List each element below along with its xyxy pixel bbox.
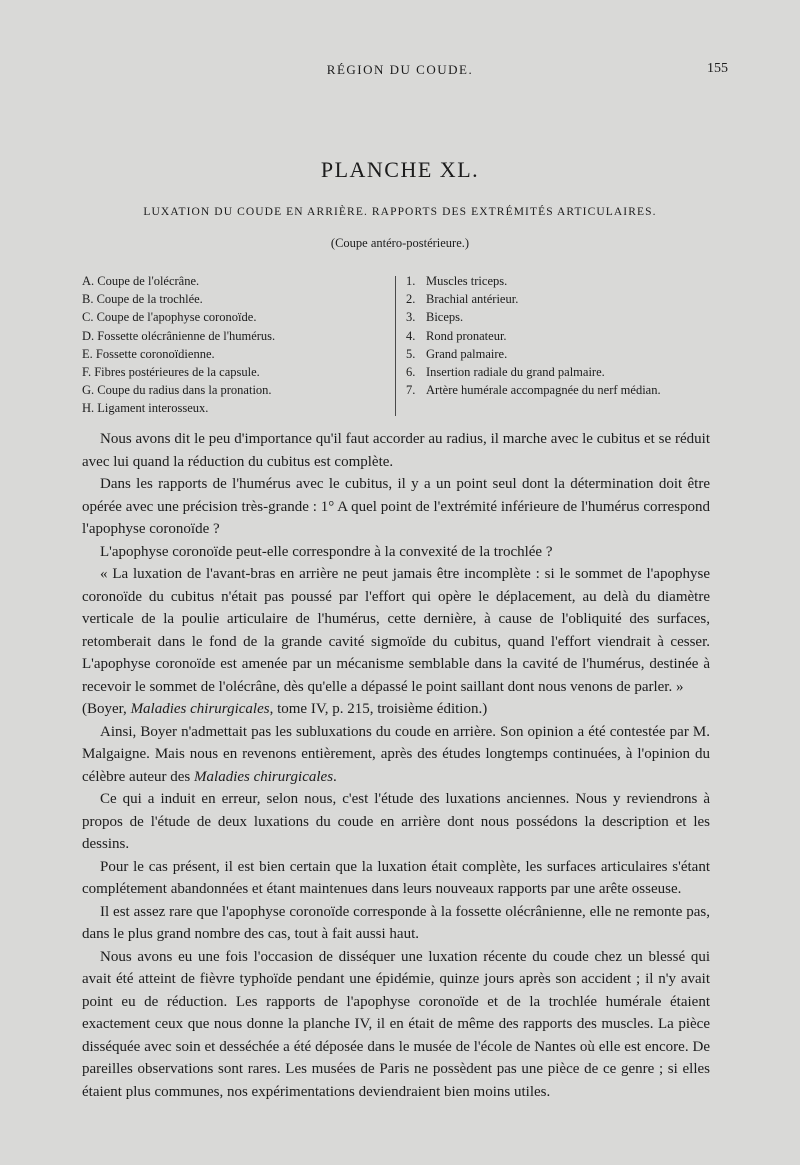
paragraph: Dans les rapports de l'humérus avec le cubitus, il y a un point seul dont la détermination doit être opérée avec une précision très-grande : 1° A quel point de l'extrémité inférieure de l'humérus correspond l'apophyse coronoïde ? <box>82 476 710 537</box>
legend-item: C. Coupe de l'apophyse coronoïde. <box>82 310 257 325</box>
paragraph: Ce qui a induit en erreur, selon nous, c'est l'étude des luxations anciennes. Nous y reviendrons à propos de l'étude de deux luxations du coude en arrière dont nous possédons la description et les dessins. <box>82 791 710 852</box>
legend-letters <box>82 272 382 418</box>
legend-item: 6. Insertion radiale du grand palmaire. <box>406 364 605 379</box>
paragraph: Nous avons dit le peu d'importance qu'il faut accorder au radius, il marche avec le cubitus et se réduit avec lui quand la réduction du cubitus est complète. <box>82 431 710 470</box>
running-title: RÉGION DU COUDE. <box>326 62 474 77</box>
legend-item: F. Fibres postérieures de la capsule. <box>82 364 260 379</box>
legend-item: 3. Biceps. <box>406 310 464 325</box>
legend-divider <box>395 276 396 416</box>
paragraph: L'apophyse coronoïde peut-elle correspondre à la convexité de la trochlée ? <box>100 543 553 560</box>
paragraph-reference: (Boyer, Maladies chirurgicales, tome IV, p. 215, troisième édition.) <box>82 701 488 717</box>
paragraph: Nous avons eu une fois l'occasion de disséquer une luxation récente du coude chez un blessé qui avait été atteint de fièvre typhoïde pendant une épidémie, quinze jours après son accident ; il n'y avait point eu de réduction. Les rapports de l'apophyse coronoïde et de la trochlée humérale étaient exactement ceux que nous donne la planche IV, il en était de même des rapports des muscles. La pièce disséquée avec soin et desséchée a été déposée dans le musée de l'école de Nantes où elle est encore. De pareilles observations sont rares. Les musées de Paris ne possèdent pas une pièce de ce genre ; si elles étaient plus communes, nos expérimentations deviendraient bien moins utiles. <box>82 948 710 1100</box>
legend-item: 4. Rond pronateur. <box>406 328 507 343</box>
legend-item: A. Coupe de l'olécrâne. <box>82 274 200 288</box>
plate-title: PLANCHE XL. <box>320 157 480 182</box>
paragraph: « La luxation de l'avant-bras en arrière ne peut jamais être incomplète : si le sommet de l'apophyse coronoïde du cubitus n'était pas poussé par l'effort qui opère le déplacement, au delà du diamètre verticale de la poulie articulaire de l'humérus, cette dernière, à cause de l'obliquité des surfaces, retomberait dans le fond de la grande cavité sigmoïde du cubitus, quand l'effort viendrait à cesser. L'apophyse coronoïde est amenée par un mécanisme semblable dans la cavité de l'humérus, destinée à recevoir le sommet de l'olécrâne, dès qu'elle a dépassé le point saillant dont nous venons de parler. » <box>82 566 710 695</box>
running-head <box>0 62 800 82</box>
section-note: (Coupe antéro-postérieure.) <box>330 236 470 250</box>
plate-subtitle: LUXATION DU COUDE EN ARRIÈRE. RAPPORTS DES EXTRÉMITÉS ARTICULAIRES. <box>143 206 657 218</box>
legend-item: E. Fossette coronoïdienne. <box>82 346 215 361</box>
page-number: 155 <box>707 61 728 76</box>
legend-item: H. Ligament interosseux. <box>82 401 209 416</box>
legend-numbers <box>406 272 746 399</box>
legend-item: B. Coupe de la trochlée. <box>82 292 203 307</box>
book-title: Maladies chirurgicales <box>130 701 270 717</box>
legend-item: G. Coupe du radius dans la pronation. <box>82 383 272 398</box>
book-title: Maladies chirurgicales <box>194 768 334 785</box>
legend-item: D. Fossette olécrânienne de l'humérus. <box>82 328 276 343</box>
body-text <box>82 428 710 1103</box>
legend-item: 2. Brachial antérieur. <box>406 292 519 307</box>
legend-item: 1. Muscles triceps. <box>406 274 508 288</box>
legend-item: 7. Artère humérale accompagnée du nerf médian. <box>406 383 661 398</box>
paragraph: Il est assez rare que l'apophyse coronoïde corresponde à la fossette olécrânienne, elle ne remonte pas, dans le plus grand nombre des cas, tout à fait aussi haut. <box>82 903 710 942</box>
legend-item: 5. Grand palmaire. <box>406 346 508 361</box>
paragraph: Ainsi, Boyer n'admettait pas les subluxations du coude en arrière. Son opinion a été contestée par M. Malgaigne. Mais nous en revenons entièrement, après des études longtemps continuées, à l'opinion du célèbre auteur des Maladies chirurgicales. <box>82 723 710 785</box>
paragraph: Pour le cas présent, il est bien certain que la luxation était complète, les surfaces articulaires s'étant complétement abandonnées et étant maintenues dans leurs nouveaux rapports par une arête osseuse. <box>82 858 710 897</box>
